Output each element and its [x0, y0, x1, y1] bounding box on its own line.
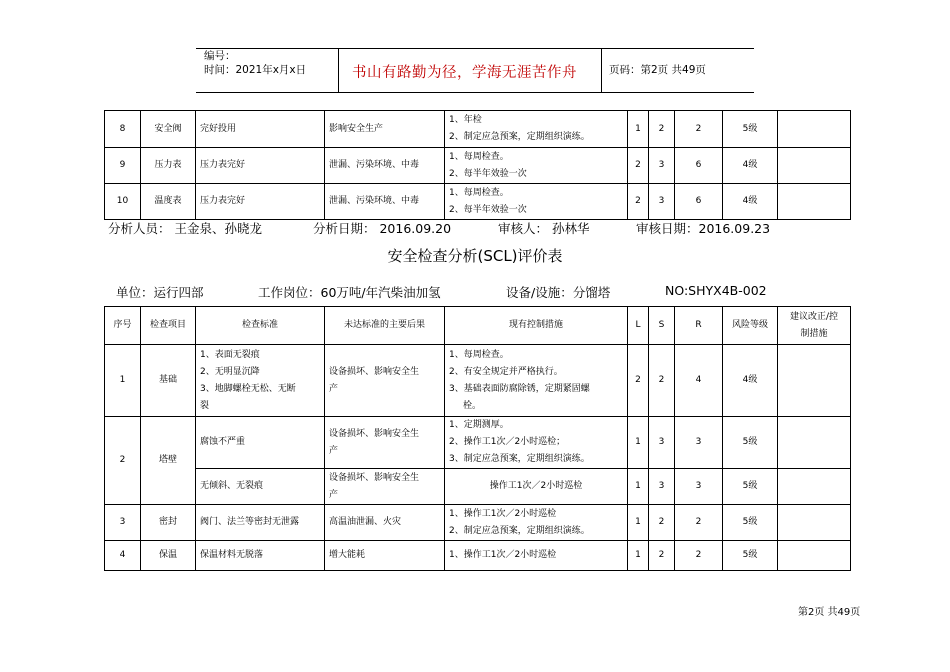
advice-cell	[778, 148, 851, 184]
measure-line: 2、有安全规定并严格执行。	[449, 366, 563, 377]
measure-line: 栓。	[463, 400, 482, 411]
equipment-label: 设备/设施：分馏塔	[506, 285, 611, 300]
header-divider-right	[601, 48, 602, 93]
severity-value: 3	[649, 148, 675, 184]
measure-line: 1、年检	[449, 115, 482, 125]
col-header-l: L	[628, 307, 649, 345]
measure-line: 2、每半年效验一次	[449, 168, 527, 179]
footer-page-indicator: 第2页 共49页	[798, 607, 861, 618]
header-top-rule	[196, 48, 754, 49]
table-row	[105, 148, 851, 184]
likelihood-value: 1	[628, 417, 649, 469]
measure-line: 1、定期测厚。	[449, 420, 509, 430]
row-number: 2	[105, 417, 141, 505]
header-divider-left	[338, 48, 339, 93]
check-standard: 完好投用	[196, 111, 325, 148]
check-standard: 阀门、法兰等密封无泄露	[196, 505, 325, 541]
severity-value: 2	[649, 505, 675, 541]
risk-value: 2	[675, 505, 723, 541]
measure-line: 1、每周检查。	[449, 187, 509, 198]
risk-level: 5级	[723, 469, 778, 505]
review-date: 审核日期：2016.09.23	[636, 221, 771, 236]
row-number: 1	[105, 345, 141, 417]
row-number: 8	[105, 111, 141, 148]
check-standard: 压力表完好	[196, 184, 325, 220]
likelihood-value: 1	[628, 111, 649, 148]
severity-value: 2	[649, 111, 675, 148]
row-number: 10	[105, 184, 141, 220]
consequence-line: 设备损坏、影响安全生	[329, 472, 420, 483]
consequence: 泄漏、污染环境、中毒	[325, 148, 445, 184]
consequence-line: 设备损坏、影响安全生	[329, 366, 420, 377]
advice-cell	[778, 541, 851, 571]
check-item: 塔壁	[141, 417, 196, 505]
risk-value: 3	[675, 469, 723, 505]
risk-level: 4级	[723, 184, 778, 220]
likelihood-value: 2	[628, 148, 649, 184]
scl-evaluation-table	[104, 306, 851, 571]
table-row	[105, 111, 851, 148]
severity-value: 2	[649, 541, 675, 571]
form-number: NO:SHYX4B-002	[665, 283, 767, 298]
consequence	[325, 417, 445, 469]
check-standard: 保温材料无脱落	[196, 541, 325, 571]
table-row	[105, 417, 851, 469]
form-title: 安全检查分析(SCL)评价表	[387, 247, 563, 265]
severity-value: 2	[649, 345, 675, 417]
likelihood-value: 1	[628, 541, 649, 571]
check-item: 基础	[141, 345, 196, 417]
table-row	[105, 345, 851, 417]
serial-label: 编号：	[204, 50, 236, 62]
severity-value: 3	[649, 469, 675, 505]
check-item: 压力表	[141, 148, 196, 184]
control-measures	[445, 148, 628, 184]
check-item: 安全阀	[141, 111, 196, 148]
measure-line: 3、基础表面防腐除锈，定期紧固螺	[449, 383, 590, 394]
risk-level: 4级	[723, 148, 778, 184]
control-measures: 1、操作工1次／2小时巡检	[445, 541, 628, 571]
risk-value: 3	[675, 417, 723, 469]
advice-cell	[778, 345, 851, 417]
standard-line: 1、表面无裂痕	[200, 349, 260, 360]
consequence: 泄漏、污染环境、中毒	[325, 184, 445, 220]
advice-header-line: 建议改正/控	[789, 311, 839, 322]
time-label: 时间：2021年x月x日	[204, 64, 307, 76]
table-row	[105, 469, 851, 505]
consequence: 影响安全生产	[325, 111, 445, 148]
consequence-line: 产	[329, 489, 339, 500]
standard-line: 2、无明显沉降	[200, 366, 260, 377]
risk-level: 4级	[723, 345, 778, 417]
measure-line: 2、制定应急预案，定期组织演练。	[449, 525, 590, 536]
risk-value: 2	[675, 541, 723, 571]
consequence	[325, 345, 445, 417]
measure-line: 2、每半年效验一次	[449, 204, 527, 215]
post-label: 工作岗位：60万吨/年汽柴油加氢	[258, 285, 441, 300]
measure-line: 1、操作工1次／2小时巡检	[449, 508, 557, 519]
check-standard: 腐蚀不严重	[196, 417, 325, 469]
control-measures: 操作工1次／2小时巡检	[445, 469, 628, 505]
standard-line: 3、地脚螺栓无松、无断	[200, 383, 296, 394]
advice-cell	[778, 417, 851, 469]
standard-line: 裂	[200, 400, 210, 411]
consequence: 高温油泄漏、火灾	[325, 505, 445, 541]
likelihood-value: 2	[628, 184, 649, 220]
col-header-level: 风险等级	[723, 307, 778, 345]
col-header-advice	[778, 307, 851, 345]
control-measures	[445, 417, 628, 469]
page-indicator: 页码：第2页 共49页	[609, 64, 706, 76]
check-item: 密封	[141, 505, 196, 541]
control-measures	[445, 345, 628, 417]
severity-value: 3	[649, 417, 675, 469]
consequence-line: 产	[329, 445, 339, 456]
check-item: 保温	[141, 541, 196, 571]
risk-value: 4	[675, 345, 723, 417]
advice-cell	[778, 184, 851, 220]
reviewer: 审核人： 孙林华	[498, 221, 590, 236]
measure-line: 1、每周检查。	[449, 151, 509, 162]
consequence-line: 产	[329, 383, 339, 394]
table-row	[105, 541, 851, 571]
measure-line: 2、操作工1次／2小时巡检；	[449, 437, 566, 447]
consequence	[325, 469, 445, 505]
table-row	[105, 184, 851, 220]
likelihood-value: 1	[628, 469, 649, 505]
advice-header-line: 制措施	[800, 328, 828, 339]
control-measures	[445, 505, 628, 541]
risk-value: 6	[675, 184, 723, 220]
col-header-consequence: 未达标准的主要后果	[325, 307, 445, 345]
risk-value: 6	[675, 148, 723, 184]
advice-cell	[778, 505, 851, 541]
advice-cell	[778, 111, 851, 148]
row-number: 3	[105, 505, 141, 541]
measure-line: 2、制定应急预案，定期组织演练。	[449, 132, 590, 142]
col-header-standard: 检查标准	[196, 307, 325, 345]
table-row	[105, 505, 851, 541]
col-header-measures: 现有控制措施	[445, 307, 628, 345]
control-measures	[445, 111, 628, 148]
continued-table	[104, 110, 851, 220]
severity-value: 3	[649, 184, 675, 220]
unit-label: 单位：运行四部	[116, 285, 204, 300]
likelihood-value: 2	[628, 345, 649, 417]
row-number: 4	[105, 541, 141, 571]
measure-line: 3、制定应急预案，定期组织演练。	[449, 454, 590, 464]
col-header-r: R	[675, 307, 723, 345]
motto-text: 书山有路勤为径，学海无涯苦作舟	[352, 65, 577, 81]
check-standard	[196, 345, 325, 417]
check-item: 温度表	[141, 184, 196, 220]
header-row	[105, 307, 851, 345]
likelihood-value: 1	[628, 505, 649, 541]
risk-level: 5级	[723, 505, 778, 541]
measure-line: 1、每周检查。	[449, 349, 509, 360]
check-standard: 压力表完好	[196, 148, 325, 184]
analysts: 分析人员： 王金泉、孙晓龙	[108, 221, 262, 236]
advice-cell	[778, 469, 851, 505]
consequence-line: 设备损坏、影响安全生	[329, 428, 420, 439]
col-header-no: 序号	[105, 307, 141, 345]
col-header-s: S	[649, 307, 675, 345]
consequence: 增大能耗	[325, 541, 445, 571]
col-header-item: 检查项目	[141, 307, 196, 345]
control-measures	[445, 184, 628, 220]
risk-level: 5级	[723, 111, 778, 148]
check-standard: 无倾斜、无裂痕	[196, 469, 325, 505]
risk-level: 5级	[723, 541, 778, 571]
header-bottom-rule	[196, 92, 754, 93]
analysis-date: 分析日期： 2016.09.20	[313, 221, 452, 236]
risk-value: 2	[675, 111, 723, 148]
risk-level: 5级	[723, 417, 778, 469]
row-number: 9	[105, 148, 141, 184]
